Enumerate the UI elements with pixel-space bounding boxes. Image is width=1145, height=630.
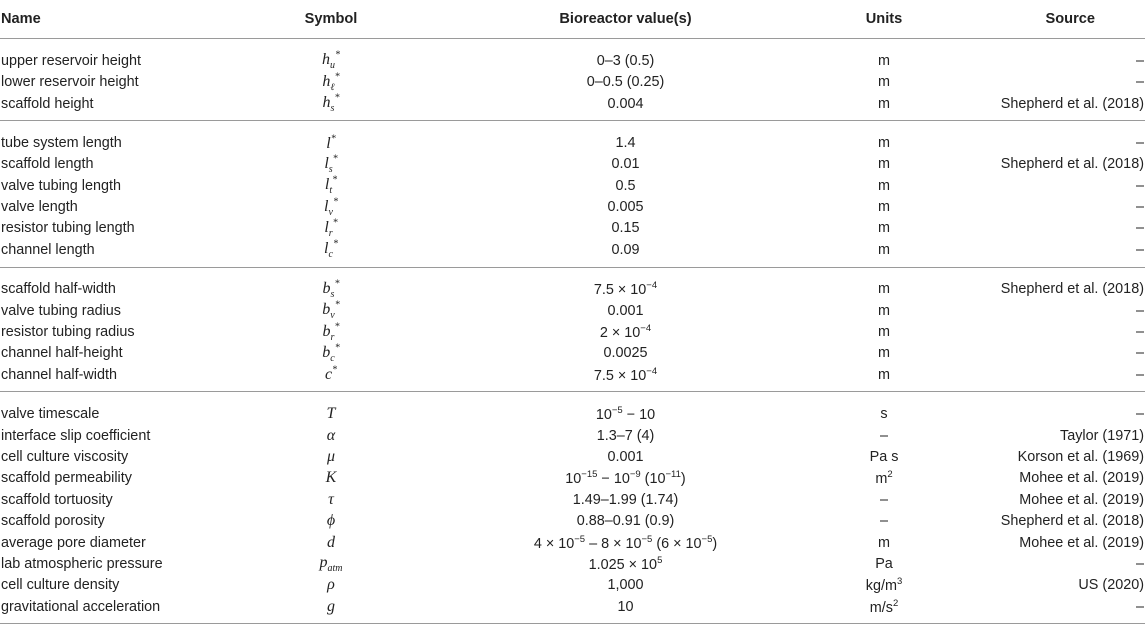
param-value — [429, 220, 822, 236]
units-text: Pa — [875, 555, 893, 572]
param-symbol — [233, 71, 429, 93]
symbol-base: K — [325, 469, 337, 487]
units-text: m — [878, 177, 890, 194]
param-source: – — [1135, 366, 1144, 383]
param-units — [822, 469, 946, 487]
units-text: m — [878, 241, 890, 258]
units-text: m — [878, 95, 890, 112]
symbol-base: ϕ — [326, 512, 336, 530]
value-exponent: −4 — [646, 365, 658, 377]
table-row — [0, 50, 1145, 71]
symbol-base: τ — [328, 490, 334, 508]
param-value — [429, 449, 822, 465]
param-units — [822, 556, 946, 572]
symbol-subscript: s — [328, 164, 333, 176]
param-units — [822, 513, 946, 529]
param-units — [822, 406, 946, 422]
symbol-superscript: * — [330, 133, 336, 145]
symbol-base: l — [324, 219, 329, 237]
value-text: 0.001 — [607, 448, 644, 465]
value-text: 0.5 — [615, 177, 636, 194]
param-value — [429, 178, 822, 194]
param-name: scaffold height — [1, 95, 94, 112]
param-name: gravitational acceleration — [1, 598, 161, 615]
param-source: Mohee et al. (2019) — [1019, 470, 1144, 487]
symbol-base: ρ — [327, 576, 335, 594]
header-units: Units — [865, 11, 903, 27]
units-exponent: 3 — [896, 576, 903, 588]
table-row — [0, 489, 1145, 510]
param-units — [822, 74, 946, 90]
param-symbol — [233, 598, 429, 616]
group-separator — [0, 120, 1145, 121]
symbol-base: h — [322, 94, 331, 112]
symbol-base: μ — [326, 447, 336, 465]
param-symbol — [233, 512, 429, 530]
header-name: Name — [1, 11, 41, 27]
param-name: scaffold length — [1, 156, 94, 173]
units-text: m — [878, 199, 890, 216]
param-value — [429, 303, 822, 319]
table-row — [0, 446, 1145, 467]
symbol-glyph — [322, 92, 340, 115]
param-units — [822, 345, 946, 361]
param-value — [429, 156, 822, 172]
value-exponent: −5 — [574, 533, 586, 545]
table-row — [0, 553, 1145, 574]
symbol-glyph — [319, 553, 343, 574]
value-text: 0.004 — [607, 95, 644, 112]
table-row — [0, 343, 1145, 364]
table-row — [0, 196, 1145, 217]
param-source: US (2020) — [1078, 577, 1144, 594]
param-symbol — [233, 175, 429, 197]
param-units — [822, 598, 946, 616]
symbol-base: b — [322, 322, 331, 340]
param-source: – — [1135, 406, 1144, 423]
param-units — [822, 324, 946, 340]
param-value — [429, 366, 822, 384]
units-text: m — [878, 366, 890, 383]
table-row — [0, 403, 1145, 424]
param-symbol — [233, 218, 429, 240]
value-exponent: −5 — [701, 533, 713, 545]
symbol-glyph — [322, 321, 340, 343]
param-source: Shepherd et al. (2018) — [1000, 281, 1144, 298]
symbol-superscript: * — [334, 299, 340, 311]
table-row — [0, 154, 1145, 175]
symbol-superscript: * — [332, 239, 338, 251]
param-symbol — [233, 93, 429, 115]
group-separator — [0, 267, 1145, 268]
table-row — [0, 300, 1145, 321]
symbol-glyph — [327, 598, 335, 615]
param-source: – — [1135, 555, 1144, 572]
value-text: 1.025 × 10 — [588, 556, 658, 573]
symbol-superscript: * — [332, 217, 338, 229]
param-name: scaffold permeability — [1, 470, 132, 487]
param-value — [429, 74, 822, 90]
param-symbol — [233, 321, 429, 343]
param-units — [822, 449, 946, 465]
symbol-superscript: * — [332, 153, 338, 165]
param-source: – — [1135, 302, 1144, 319]
symbol-superscript: * — [334, 278, 340, 290]
table-row — [0, 132, 1145, 153]
param-source: – — [1135, 74, 1144, 91]
symbol-glyph — [327, 405, 336, 422]
units-text: m/s — [869, 599, 893, 616]
symbol-base: b — [322, 279, 331, 297]
symbol-subscript: s — [330, 103, 335, 115]
param-value — [429, 469, 822, 487]
units-text: Pa s — [869, 448, 899, 465]
param-name: valve length — [1, 199, 78, 216]
param-symbol — [233, 154, 429, 176]
param-value — [429, 599, 822, 615]
symbol-subscript: c — [330, 353, 335, 365]
param-name: valve tubing radius — [1, 302, 121, 319]
param-source: Mohee et al. (2019) — [1019, 491, 1144, 508]
value-exponent: 5 — [657, 555, 663, 566]
param-value — [429, 492, 822, 508]
table-bottom-rule — [0, 623, 1145, 624]
symbol-glyph — [324, 239, 338, 261]
value-text: 1,000 — [607, 577, 644, 594]
param-source: Korson et al. (1969) — [1017, 448, 1144, 465]
symbol-superscript: * — [334, 321, 340, 333]
param-value — [429, 53, 822, 69]
symbol-glyph — [327, 448, 335, 465]
symbol-subscript: v — [328, 206, 333, 218]
units-exponent: 2 — [892, 597, 899, 609]
param-name: interface slip coefficient — [1, 427, 151, 444]
header-source: Source — [1045, 11, 1095, 27]
units-text: m — [878, 302, 890, 319]
param-symbol — [233, 196, 429, 218]
symbol-base: h — [322, 72, 331, 90]
param-source: – — [1135, 241, 1144, 258]
param-symbol — [233, 576, 429, 594]
value-exponent: −11 — [665, 469, 681, 481]
param-source: – — [1135, 345, 1144, 362]
value-text: 0.88–0.91 (0.9) — [576, 513, 675, 530]
symbol-subscript: r — [330, 331, 335, 343]
table-row — [0, 218, 1145, 239]
units-text: – — [879, 427, 888, 444]
symbol-base: l — [324, 197, 329, 215]
param-name: resistor tubing length — [1, 220, 135, 237]
value-text: 1.49–1.99 (1.74) — [572, 491, 679, 508]
group-separator — [0, 391, 1145, 392]
param-name: valve tubing length — [1, 177, 122, 194]
symbol-superscript: * — [334, 92, 340, 104]
param-value — [429, 135, 822, 151]
symbol-base: α — [326, 426, 336, 444]
symbol-glyph — [327, 427, 335, 444]
param-symbol — [233, 343, 429, 365]
value-exponent: −4 — [646, 280, 658, 292]
param-value — [429, 513, 822, 529]
param-name: cell culture density — [1, 577, 120, 594]
param-source: – — [1135, 199, 1144, 216]
value-text: 1.3–7 (4) — [596, 427, 655, 444]
symbol-base: h — [322, 51, 330, 69]
param-name: resistor tubing radius — [1, 324, 135, 341]
units-text: – — [879, 513, 888, 530]
param-value — [429, 405, 822, 423]
units-text: – — [879, 491, 888, 508]
symbol-subscript: u — [330, 60, 335, 72]
param-name: scaffold half-width — [1, 281, 116, 298]
table-row — [0, 321, 1145, 342]
value-text: 0–0.5 (0.25) — [586, 74, 665, 91]
value-text: 1.4 — [615, 134, 636, 151]
symbol-base: g — [327, 597, 335, 615]
symbol-glyph — [322, 342, 340, 365]
param-symbol — [233, 50, 429, 72]
param-units — [822, 535, 946, 551]
symbol-glyph — [322, 50, 340, 72]
param-symbol — [233, 405, 429, 423]
value-text: 2 × 10 — [599, 324, 641, 341]
param-name: channel half-height — [1, 345, 123, 362]
value-exponent: −5 — [641, 533, 653, 545]
param-source: Taylor (1971) — [1060, 427, 1144, 444]
value-text: 7.5 × 10 — [593, 367, 647, 384]
value-text-tail: ) — [712, 535, 718, 552]
symbol-glyph — [326, 135, 335, 152]
table-body — [0, 50, 1145, 617]
param-source: – — [1135, 598, 1144, 615]
symbol-glyph — [324, 153, 338, 176]
table-row — [0, 425, 1145, 446]
symbol-subscript: s — [330, 289, 335, 301]
param-units — [822, 428, 946, 444]
symbol-glyph — [322, 278, 340, 301]
symbol-subscript: v — [330, 310, 335, 322]
symbol-glyph — [325, 366, 337, 383]
symbol-base: l — [326, 134, 331, 152]
symbol-subscript: t — [329, 185, 333, 197]
symbol-subscript: r — [328, 228, 333, 240]
value-text: 0.09 — [611, 241, 640, 258]
param-units — [822, 53, 946, 69]
param-units — [822, 96, 946, 112]
symbol-superscript: * — [335, 50, 340, 61]
table-row — [0, 175, 1145, 196]
value-text: 10 — [617, 598, 634, 615]
param-symbol — [233, 133, 429, 152]
symbol-base: b — [322, 344, 331, 362]
param-symbol — [233, 365, 429, 384]
value-text: 4 × 10 — [533, 535, 575, 552]
table-header-row — [0, 0, 1145, 39]
param-units — [822, 220, 946, 236]
symbol-base: l — [324, 154, 329, 172]
value-text-tail: − 10 — [597, 471, 630, 488]
param-value — [429, 242, 822, 258]
symbol-base: T — [326, 405, 336, 423]
units-text: kg/m — [865, 578, 897, 595]
param-value — [429, 345, 822, 361]
symbol-superscript: * — [334, 71, 340, 83]
param-symbol — [233, 469, 429, 487]
table-row — [0, 364, 1145, 385]
symbol-glyph — [322, 299, 340, 322]
symbol-glyph — [327, 512, 335, 529]
value-text-tail: ) — [680, 471, 686, 488]
units-text: m — [878, 74, 890, 91]
units-text: m — [878, 345, 890, 362]
value-text: 0.15 — [611, 220, 640, 237]
param-name: average pore diameter — [1, 534, 146, 551]
param-source: – — [1135, 220, 1144, 237]
value-text: 0.005 — [607, 199, 644, 216]
param-symbol — [233, 534, 429, 552]
param-units — [822, 199, 946, 215]
units-text: m — [878, 52, 890, 69]
param-name: lab atmospheric pressure — [1, 555, 163, 572]
symbol-superscript: * — [332, 174, 338, 186]
symbol-glyph — [324, 174, 338, 197]
symbol-base: d — [327, 533, 335, 551]
param-value — [429, 534, 822, 552]
param-source: – — [1135, 134, 1144, 151]
param-name: tube system length — [1, 134, 122, 151]
param-name: upper reservoir height — [1, 52, 141, 69]
table-row — [0, 71, 1145, 92]
value-text: 0.001 — [607, 302, 644, 319]
param-name: cell culture viscosity — [1, 448, 129, 465]
symbol-glyph — [327, 534, 335, 551]
value-text: 10 — [565, 471, 582, 488]
symbol-subscript: atm — [327, 562, 343, 574]
symbol-superscript: * — [332, 196, 338, 208]
units-text: s — [880, 406, 888, 423]
table-row — [0, 279, 1145, 300]
symbol-base: b — [322, 301, 331, 319]
units-text: m — [878, 220, 890, 237]
units-text: m — [878, 281, 890, 298]
symbol-base: l — [324, 176, 330, 194]
param-symbol — [233, 279, 429, 301]
symbol-glyph — [326, 469, 337, 486]
symbol-glyph — [327, 576, 335, 593]
param-value — [429, 555, 822, 573]
value-text-tail: (6 × 10 — [652, 535, 702, 552]
param-value — [429, 280, 822, 298]
param-source: – — [1135, 52, 1144, 69]
symbol-subscript: c — [328, 249, 333, 261]
value-text-tail: (10 — [640, 471, 666, 488]
value-exponent: −15 — [581, 469, 598, 481]
param-value — [429, 428, 822, 444]
value-text-tail: – 8 × 10 — [585, 535, 642, 552]
table-row — [0, 468, 1145, 489]
param-units — [822, 367, 946, 383]
symbol-base: l — [324, 240, 329, 258]
param-source: Shepherd et al. (2018) — [1000, 95, 1144, 112]
value-text: 0–3 (0.5) — [596, 52, 655, 69]
symbol-glyph — [322, 71, 340, 93]
table-row — [0, 93, 1145, 114]
value-text: 0.01 — [611, 156, 640, 173]
param-value — [429, 323, 822, 341]
table-row — [0, 575, 1145, 596]
symbol-superscript: * — [332, 365, 338, 377]
value-exponent: −9 — [629, 469, 641, 481]
param-name: channel length — [1, 241, 95, 258]
param-name: lower reservoir height — [1, 74, 139, 91]
param-units — [822, 303, 946, 319]
param-units — [822, 281, 946, 297]
param-name: valve timescale — [1, 406, 100, 423]
param-symbol — [233, 448, 429, 466]
param-units — [822, 135, 946, 151]
symbol-base: c — [324, 366, 333, 384]
symbol-base: p — [319, 553, 328, 571]
param-symbol — [233, 491, 429, 509]
table-row — [0, 510, 1145, 531]
header-value: Bioreactor value(s) — [559, 11, 692, 27]
symbol-glyph — [328, 491, 334, 508]
param-name: scaffold porosity — [1, 513, 105, 530]
value-text: 7.5 × 10 — [593, 282, 647, 299]
symbol-glyph — [324, 217, 338, 240]
value-exponent: −4 — [640, 323, 652, 335]
param-name: channel half-width — [1, 366, 117, 383]
param-units — [822, 156, 946, 172]
units-exponent: 2 — [887, 469, 893, 481]
param-symbol — [233, 427, 429, 445]
param-units — [822, 492, 946, 508]
param-symbol — [233, 554, 429, 574]
param-value — [429, 96, 822, 112]
value-text: 10 — [595, 407, 612, 424]
header-symbol: Symbol — [304, 11, 358, 27]
param-source: – — [1135, 324, 1144, 341]
units-text: m — [878, 324, 890, 341]
symbol-superscript: * — [334, 342, 340, 354]
param-name: scaffold tortuosity — [1, 491, 113, 508]
symbol-glyph — [324, 196, 338, 218]
table-row — [0, 239, 1145, 260]
param-value — [429, 577, 822, 593]
param-source: Shepherd et al. (2018) — [1000, 156, 1144, 173]
units-text: m — [875, 471, 888, 488]
param-symbol — [233, 239, 429, 261]
param-value — [429, 199, 822, 215]
symbol-subscript: ℓ — [330, 81, 335, 93]
table-row — [0, 532, 1145, 553]
table-row — [0, 596, 1145, 617]
param-symbol — [233, 300, 429, 322]
param-units — [822, 178, 946, 194]
units-text: m — [878, 134, 890, 151]
param-units — [822, 576, 946, 594]
value-text: 0.0025 — [603, 345, 648, 362]
param-source: Mohee et al. (2019) — [1019, 534, 1144, 551]
param-source: Shepherd et al. (2018) — [1000, 513, 1144, 530]
units-text: m — [878, 156, 890, 173]
units-text: m — [878, 534, 890, 551]
value-exponent: −5 — [611, 405, 623, 417]
param-units — [822, 242, 946, 258]
param-source: – — [1135, 177, 1144, 194]
value-text-tail: − 10 — [622, 407, 656, 424]
